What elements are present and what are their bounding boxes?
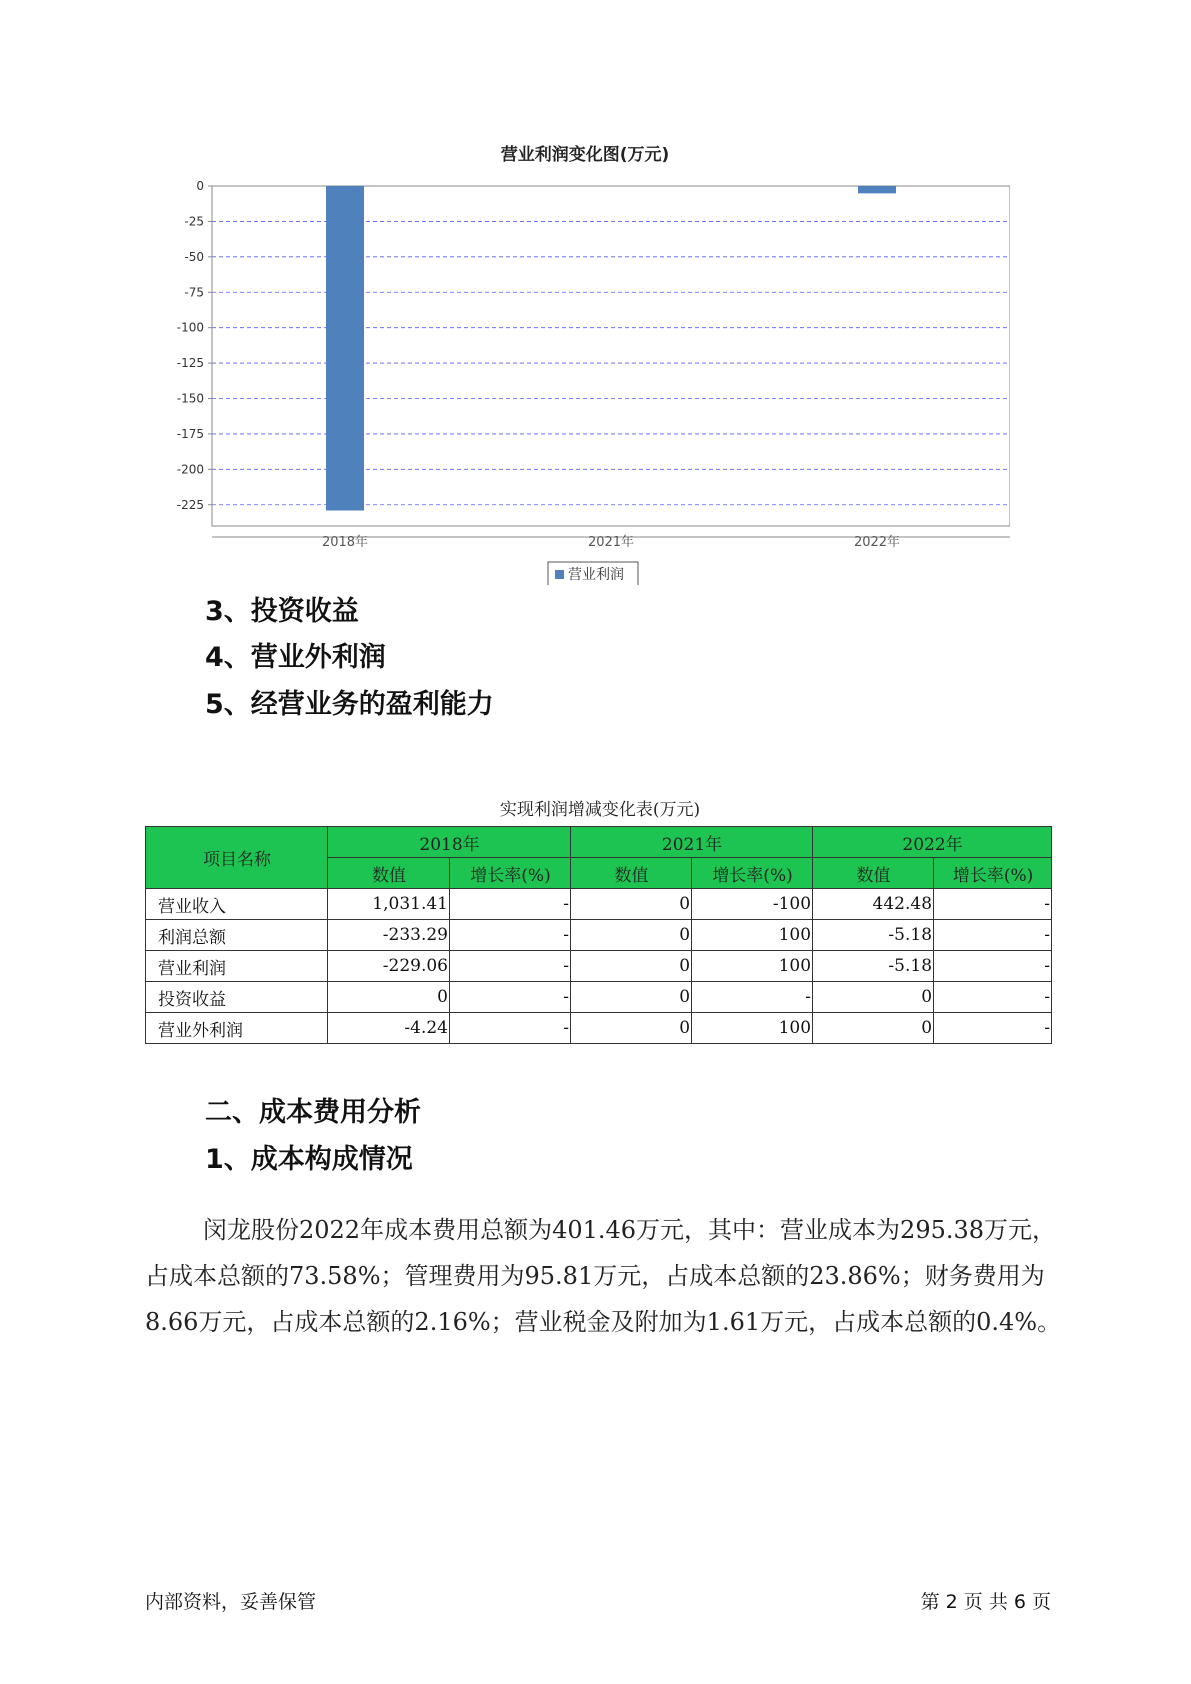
chart-title: 营业利润变化图(万元) <box>500 145 670 165</box>
cell-growth: 100 <box>692 1013 813 1044</box>
y-tick-label: -25 <box>184 214 204 229</box>
cell-value: 0 <box>813 982 934 1013</box>
chart-bars <box>326 186 896 511</box>
cell-value: 442.48 <box>813 889 934 920</box>
cell-value: -4.24 <box>328 1013 450 1044</box>
subheader-growth: 增长率(%) <box>692 858 813 889</box>
profit-change-table <box>145 826 1052 1044</box>
y-tick-label: -200 <box>176 462 204 477</box>
bar <box>326 186 364 511</box>
cell-value: 1,031.41 <box>328 889 450 920</box>
header-year-2022: 2022年 <box>813 827 1052 858</box>
y-tick-label: -150 <box>176 391 204 406</box>
subheader-growth: 增长率(%) <box>450 858 571 889</box>
cell-growth: 100 <box>692 920 813 951</box>
y-tick-label: -50 <box>184 249 204 264</box>
cell-value: 0 <box>571 951 692 982</box>
subheader-value: 数值 <box>571 858 692 889</box>
cell-growth: -100 <box>692 889 813 920</box>
row-name: 营业收入 <box>146 889 328 920</box>
cell-growth: - <box>692 982 813 1013</box>
y-tick-label: 0 <box>196 179 204 193</box>
cell-growth: - <box>934 889 1052 920</box>
y-tick-label: -175 <box>176 426 204 441</box>
cell-growth: 100 <box>692 951 813 982</box>
row-name: 投资收益 <box>146 982 328 1013</box>
y-tick-label: -225 <box>176 497 204 512</box>
x-tick-label: 2021年 <box>587 535 635 550</box>
subheader-growth: 增长率(%) <box>934 858 1052 889</box>
cell-growth: - <box>934 1013 1052 1044</box>
table-caption: 实现利润增减变化表(万元) <box>499 800 701 820</box>
subheader-value: 数值 <box>328 858 450 889</box>
cell-growth: - <box>450 951 571 982</box>
bar <box>858 186 896 193</box>
chart-x-ticks <box>322 534 900 550</box>
chart-y-ticks <box>177 179 212 512</box>
y-tick-label: -125 <box>176 356 204 371</box>
table-header-row <box>146 827 1052 858</box>
table-row <box>146 951 1052 982</box>
table-row <box>146 889 1052 920</box>
operating-profit-chart <box>150 140 1010 585</box>
heading-investment-income: 3、投资收益 <box>205 596 359 627</box>
header-item-name: 项目名称 <box>146 827 328 889</box>
cell-value: -5.18 <box>813 920 934 951</box>
x-tick-label: 2022年 <box>853 535 901 550</box>
cell-value: 0 <box>571 1013 692 1044</box>
cell-value: 0 <box>813 1013 934 1044</box>
heading-non-operating-profit: 4、营业外利润 <box>205 642 386 673</box>
cell-value: -229.06 <box>328 951 450 982</box>
cell-value: 0 <box>328 982 450 1013</box>
y-tick-label: -75 <box>184 285 204 300</box>
cost-summary-paragraph: 闵龙股份2022年成本费用总额为401.46万元，其中：营业成本为295.38万元，占成本总额的73.58%；管理费用为95.81万元，占成本总额的23.86%；财务费用为8.66万元，占成本总额的2.16%；营业税金及附加为1.61万元，占成本总额的0.4%。 <box>145 1216 1062 1336</box>
chart-legend <box>548 562 638 585</box>
table-row <box>146 982 1052 1013</box>
footer-confidential-note: 内部资料，妥善保管 <box>145 1591 317 1613</box>
row-name: 利润总额 <box>146 920 328 951</box>
cell-value: 0 <box>571 982 692 1013</box>
cell-value: -233.29 <box>328 920 450 951</box>
subheader-value: 数值 <box>813 858 934 889</box>
cell-growth: - <box>934 982 1052 1013</box>
y-tick-label: -100 <box>176 320 204 335</box>
cell-value: -5.18 <box>813 951 934 982</box>
cell-growth: - <box>450 920 571 951</box>
cell-growth: - <box>934 951 1052 982</box>
cell-growth: - <box>450 1013 571 1044</box>
heading-cost-analysis: 二、成本费用分析 <box>205 1097 421 1128</box>
header-year-2018: 2018年 <box>328 827 571 858</box>
cell-value: 0 <box>571 920 692 951</box>
row-name: 营业利润 <box>146 951 328 982</box>
footer-page-number: 第 2 页 共 6 页 <box>920 1591 1051 1613</box>
heading-business-profitability: 5、经营业务的盈利能力 <box>205 689 494 720</box>
legend-swatch <box>555 570 564 579</box>
header-year-2021: 2021年 <box>571 827 813 858</box>
table-row <box>146 1013 1052 1044</box>
cell-growth: - <box>450 889 571 920</box>
x-tick-label: 2018年 <box>321 535 369 550</box>
cell-value: 0 <box>571 889 692 920</box>
legend-label: 营业利润 <box>568 567 624 583</box>
cell-growth: - <box>934 920 1052 951</box>
cell-growth: - <box>450 982 571 1013</box>
table-row <box>146 920 1052 951</box>
heading-cost-structure: 1、成本构成情况 <box>205 1144 413 1175</box>
row-name: 营业外利润 <box>146 1013 328 1044</box>
